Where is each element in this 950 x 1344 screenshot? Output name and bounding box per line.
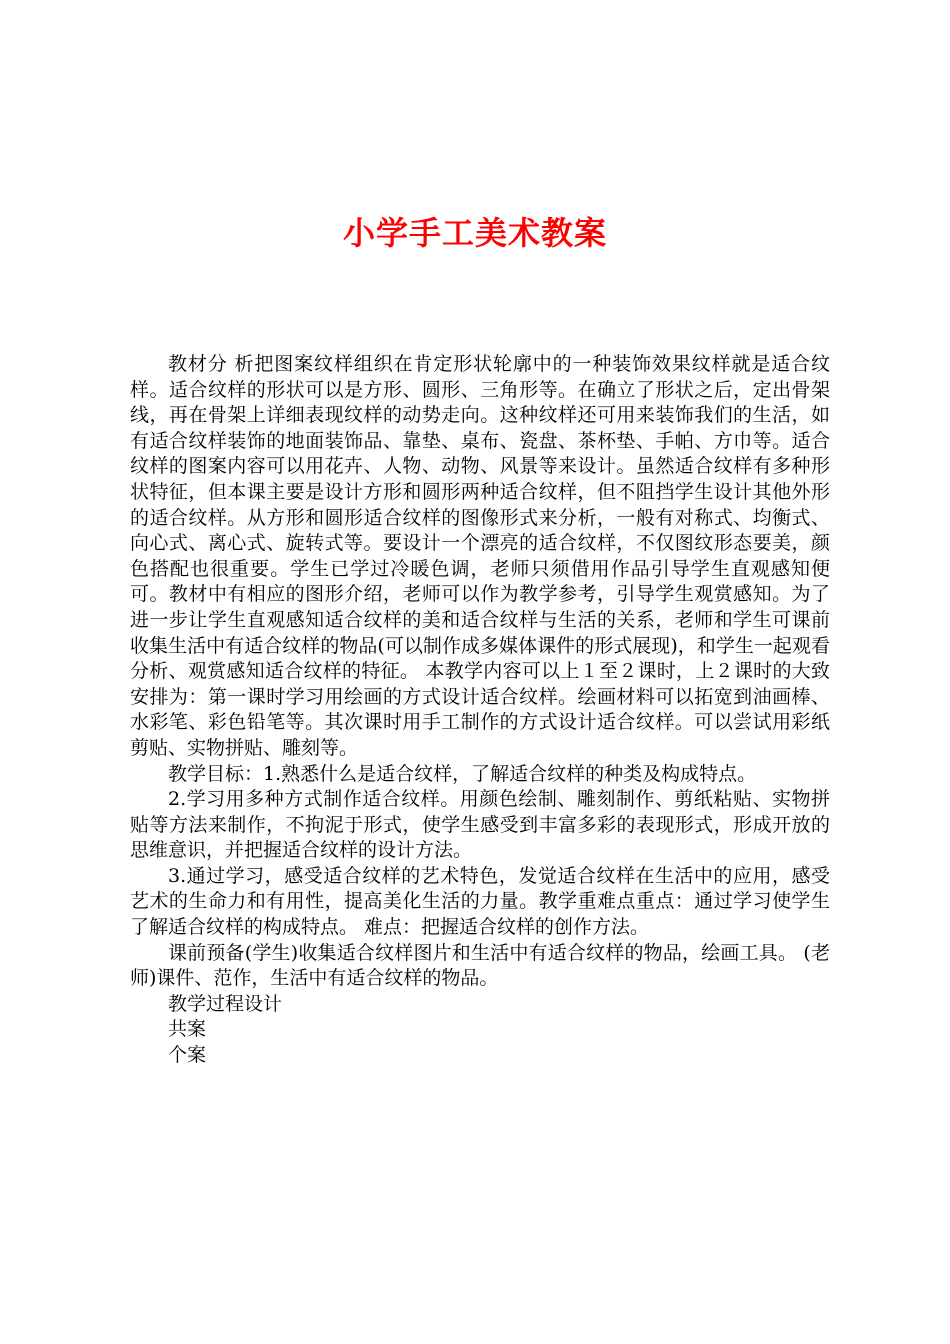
document-title: 小学手工美术教案	[342, 214, 607, 252]
paragraph-teaching-goal-1: 教学目标：1.熟悉什么是适合纹样，了解适合纹样的种类及构成特点。	[168, 762, 757, 785]
paragraph-preparation: 课前预备(学生)收集适合纹样图片和生活中有适合纹样的物品，绘画工具。 (老师)课件、范作，生活中有适合纹样的物品。	[130, 941, 830, 990]
document-body	[130, 352, 830, 1069]
paragraph-teaching-goal-2: 2.学习用多种方式制作适合纹样。用颜色绘制、雕刻制作、剪纸粘贴、实物拼贴等方法来制作，不拘泥于形式，使学生感受到丰富多彩的表现形式，形成开放的思维意识，并把握适合纹样的设计方法。	[130, 788, 830, 862]
paragraph-teaching-goal-3: 3.通过学习，感受适合纹样的艺术特色，发觉适合纹样在生活中的应用，感受艺术的生命力和有用性，提高美化生活的力量。教学重难点重点：通过学习使学生了解适合纹样的构成特点。 难点：把握适合纹样的创作方法。	[130, 864, 830, 939]
paragraph-materials-analysis: 教材分 析把图案纹样组织在肯定形状轮廓中的一种装饰效果纹样就是适合纹样。适合纹样的形状可以是方形、圆形、三角形等。在确立了形状之后，定出骨架线，再在骨架上详细表现纹样的动势走向。这种纹样还可用来装饰我们的生活，如有适合纹样装饰的地面装饰品、靠垫、桌布、瓷盘、茶杯垫、手帕、方巾等。适合纹样的图案内容可以用花卉、人物、动物、风景等来设计。虽然适合纹样有多种形状特征，但本课主要是设计方形和圆形两种适合纹样，但不阻挡学生设计其他外形的适合纹样。从方形和圆形适合纹样的图像形式来分析，一般有对称式、均衡式、向心式、离心式、旋转式等。要设计一个漂亮的适合纹样，不仅图纹形态要美，颜色搭配也很重要。学生已学过冷暖色调，老师只须借用作品引导学生直观感知便可。教材中有相应的图形介绍，老师可以作为教学参考，引导学生观赏感知。为了进一步让学生直观感知适合纹样的美和适合纹样与生活的关系，老师和学生可课前收集生活中有适合纹样的物品(可以制作成多媒体课件的形式展现)，和学生一起观看分析、观赏感知适合纹样的特征。 本教学内容可以上１至２课时，上２课时的大致安排为：第一课时学习用绘画的方式设计适合纹样。绘画材料可以拓宽到油画棒、水彩笔、彩色铅笔等。其次课时用手工制作的方式设计适合纹样。可以尝试用彩纸剪贴、实物拼贴、雕刻等。	[130, 353, 830, 759]
heading-process-design: 教学过程设计	[168, 992, 283, 1015]
heading-shared-plan: 共案	[168, 1018, 207, 1041]
heading-individual-plan: 个案	[168, 1044, 207, 1067]
